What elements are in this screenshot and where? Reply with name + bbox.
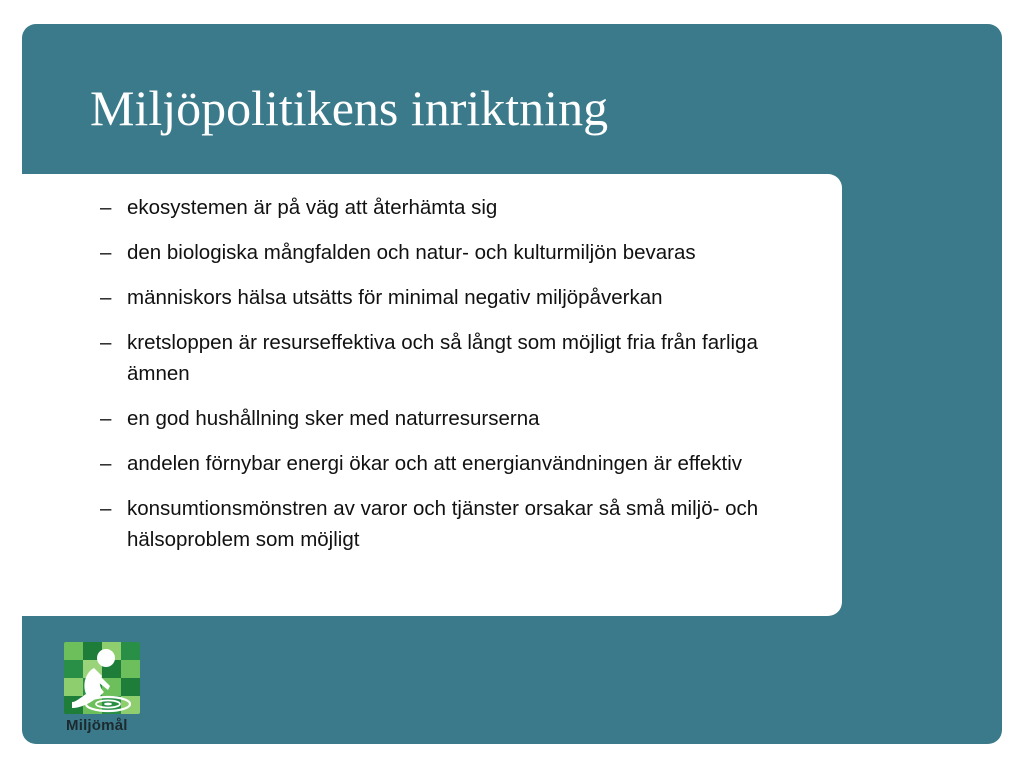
bullet-dash: – xyxy=(100,286,112,309)
bullet-text: en god hushållning sker med naturresurserna xyxy=(127,407,540,430)
bullet-item xyxy=(100,493,810,555)
bullet-dash: – xyxy=(100,241,112,264)
bullet-dash: – xyxy=(100,331,112,354)
bullet-dash: – xyxy=(100,452,112,475)
slide-background xyxy=(22,24,1002,744)
bullet-text: den biologiska mångfalden och natur- och kulturmiljön bevaras xyxy=(127,241,696,264)
bullet-text: människors hälsa utsätts för minimal negativ miljöpåverkan xyxy=(127,286,663,309)
bullet-dash: – xyxy=(100,407,112,430)
logo-text: Miljömål xyxy=(66,717,128,734)
bullet-list xyxy=(100,192,810,569)
bullet-item xyxy=(100,282,810,313)
bullet-item xyxy=(100,192,810,223)
bullet-text: andelen förnybar energi ökar och att energianvändningen är effektiv xyxy=(127,452,743,475)
miljomal-logo-icon xyxy=(64,642,140,714)
content-panel xyxy=(22,174,842,616)
bullet-item xyxy=(100,327,810,389)
bullet-item xyxy=(100,403,810,434)
bullet-text: konsumtionsmönstren av varor och tjänster orsakar så små miljö- och hälsoproblem som möjligt xyxy=(127,497,759,551)
bullet-text: kretsloppen är resurseffektiva och så långt som möjligt fria från farliga ämnen xyxy=(127,331,758,385)
bullet-text: ekosystemen är på väg att återhämta sig xyxy=(127,196,498,219)
bullet-dash: – xyxy=(100,196,112,219)
bullet-item xyxy=(100,237,810,268)
bullet-item xyxy=(100,448,810,479)
bullet-dash: – xyxy=(100,497,112,520)
slide-title: Miljöpolitikens inriktning xyxy=(90,80,609,136)
